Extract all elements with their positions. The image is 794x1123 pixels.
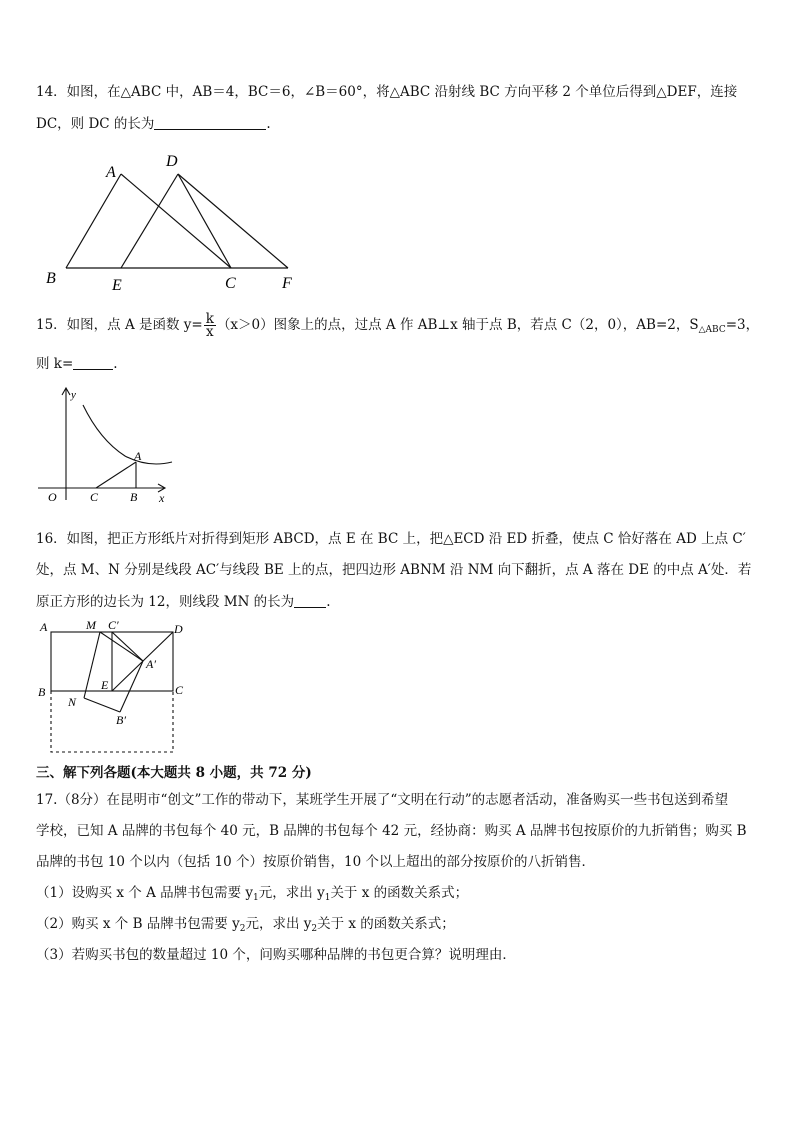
q15-frac-den: x — [206, 324, 214, 340]
q17-sub2 — [36, 915, 455, 938]
q16-segment-nb-prime — [84, 698, 120, 712]
q14-text-line1: 14．如图，在△ABC 中，AB＝4，BC＝6，∠B＝60°，将△ABC 沿射线 BC 方向平移 2 个单位后得到△DEF，连接 — [36, 84, 738, 100]
q15-prefix: 15．如图，点 A 是函数 y= — [36, 317, 203, 333]
q15-suffix: =3， — [725, 317, 760, 333]
q15-label-y: y — [71, 389, 76, 401]
q15-middle: （x＞0）图象上的点，过点 A 作 AB⊥x 轴于点 B，若点 C（2，0），AB=2，S — [216, 317, 699, 333]
q16-label-n: N — [68, 695, 77, 709]
q16-prefix: 原正方形的边长为 12，则线段 MN 的长为 — [36, 594, 295, 610]
q17-sub1-suffix: 元，求出 y — [258, 885, 325, 901]
q16-text-line2: 处，点 M、N 分别是线段 AC′与线段 BE 上的点，把四边形 ABNM 沿 NM 向下翻折，点 A 落在 DE 的中点 A′处．若 — [36, 562, 752, 578]
q16-label-a-prime: A′ — [146, 657, 156, 671]
q15-sub: △ABC — [698, 325, 726, 335]
q17-sub1-subscript-2: 1 — [324, 893, 331, 903]
q14-label-c: C — [225, 275, 236, 292]
q15-line2-prefix: 则 k= — [36, 356, 74, 372]
q17-sub1 — [36, 884, 468, 907]
q17-text-line2: 学校，已知 A 品牌的书包每个 40 元，B 品牌的书包每个 42 元，经协商：购买 A 品牌书包按原价的九折销售；购买 B — [36, 823, 747, 839]
q15-label-o: O — [48, 490, 57, 504]
q15-label-a: A — [134, 449, 142, 463]
q17-sub2-subscript-2: 2 — [311, 924, 318, 934]
q15-label-x: x — [159, 491, 165, 505]
q14-label-a: A — [106, 164, 116, 181]
q16-label-c-prime: C′ — [108, 618, 119, 632]
q14-label-d: D — [166, 153, 178, 170]
q16-label-b-prime: B′ — [116, 713, 126, 727]
q16-suffix: . — [326, 594, 331, 610]
q17-sub2-suffix: 元，求出 y — [245, 916, 312, 932]
q17-sub1-end: 关于 x 的函数关系式； — [330, 885, 469, 901]
q15-frac-num: k — [205, 311, 214, 327]
q16-label-c: C — [175, 683, 184, 697]
q16-text-line1: 16．如图，把正方形纸片对折得到矩形 ABCD，点 E 在 BC 上，把△ECD 沿 ED 折叠，使点 C 恰好落在 AD 上点 C′ — [36, 531, 746, 547]
q16-segment-mn — [84, 632, 100, 698]
q17-sub1-subscript: 1 — [253, 893, 259, 903]
q15-label-c: C — [90, 490, 99, 504]
q14-prefix: DC，则 DC 的长为 — [36, 116, 155, 132]
q14-suffix: . — [266, 116, 271, 132]
q16-label-m: M — [86, 618, 96, 632]
q17-text-line1: 17.（8分）在昆明市“创文”工作的带动下，某班学生开展了“文明在行动”的志愿者活动，准备购买一些书包送到希望 — [36, 792, 729, 808]
q16-label-d: D — [174, 622, 183, 636]
q14-label-b: B — [46, 270, 56, 287]
q15-line2-suffix: . — [113, 356, 118, 372]
q16-segment-c-prime-a-prime — [112, 632, 143, 661]
q16-segment-a-prime-b-prime — [120, 661, 143, 712]
q17-sub3: （3）若购买书包的数量超过 10 个，问购买哪种品牌的书包更合算？说明理由． — [36, 947, 516, 963]
section-3-title: 三、解下列各题(本大题共 8 小题，共 72 分) — [36, 765, 312, 781]
q17-sub2-subscript: 2 — [239, 924, 246, 934]
q16-label-a: A — [40, 620, 48, 634]
q17-sub2-prefix: （2）购买 x 个 B 品牌书包需要 y — [36, 916, 240, 932]
q16-label-e: E — [101, 678, 109, 692]
q17-text-line3: 品牌的书包 10 个以内（包括 10 个）按原价销售，10 个以上超出的部分按原价的八折销售． — [36, 854, 595, 870]
q16-segment-ma-prime — [100, 632, 143, 661]
q17-sub2-end: 关于 x 的函数关系式； — [317, 916, 455, 932]
q14-label-f: F — [282, 275, 292, 292]
q17-sub1-prefix: （1）设购买 x 个 A 品牌书包需要 y — [36, 885, 254, 901]
q16-label-b: B — [38, 685, 46, 699]
q15-label-b: B — [130, 490, 138, 504]
q14-label-e: E — [112, 277, 122, 294]
